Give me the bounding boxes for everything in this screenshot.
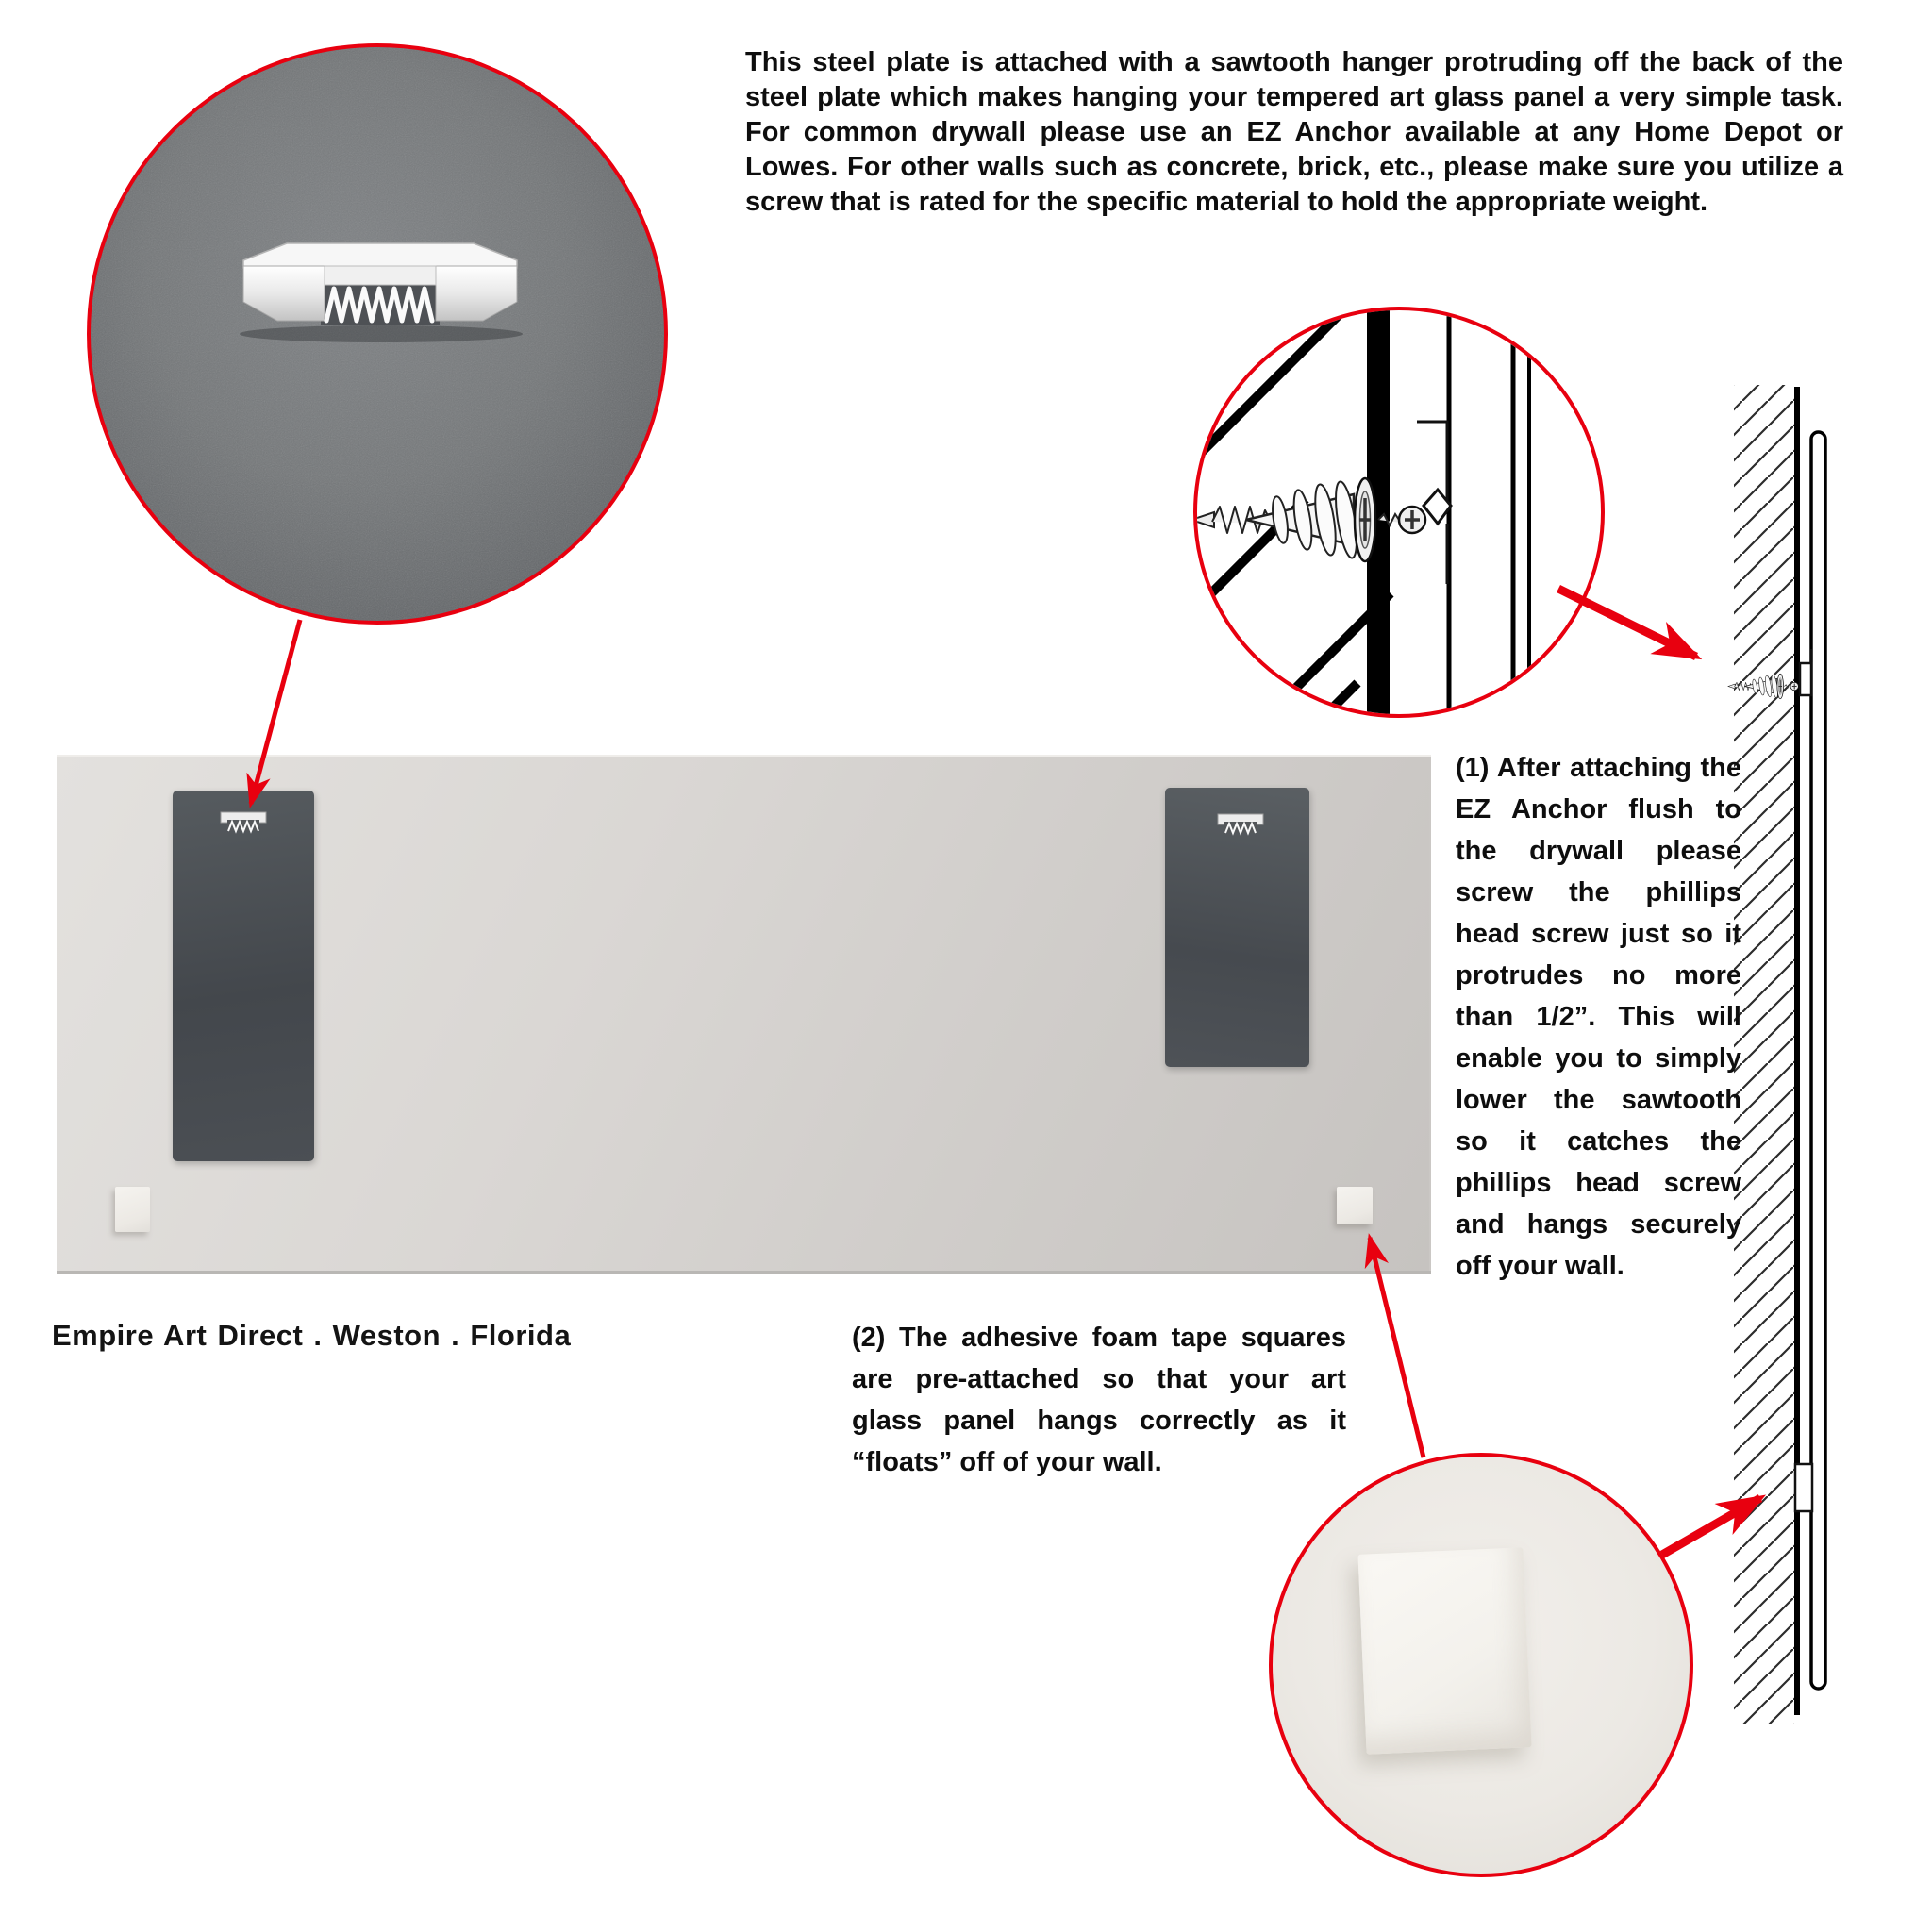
anchor-drawing [1197,310,1605,718]
foam-closeup-photo [1269,1453,1693,1877]
step1-paragraph: (1) After attaching the EZ Anchor flush to the drywall please screw the phillips head screw just so it protrudes no more than 1/2”. This will enable you to simply lower the sawtooth so it catches the phillips head screw and hangs securely off your wall. [1456,753,1741,1281]
sawtooth-hanger-icon [230,228,532,351]
wall-side-view-diagram [1717,274,1932,1802]
wall-hatching [1734,385,1794,1724]
step2-paragraph: (2) The adhesive foam tape squares are pre-attached so that your art glass panel hangs correctly as it “floats” off of your wall. [852,1323,1346,1477]
sawtooth-hanger-left-icon [220,809,267,834]
steel-plate-left [173,791,314,1161]
sawtooth-hanger-right-icon [1217,811,1264,836]
steel-plate-right [1165,788,1309,1067]
sawtooth-side-view [1800,663,1811,695]
brand-line: Empire Art Direct . Weston . Florida [52,1319,572,1352]
intro-paragraph: This steel plate is attached with a sawtooth hanger protruding off the back of the steel plate which makes hanging your tempered art glass panel a very simple task. For common drywall please use an EZ Anchor available at any Home Depot or Lowes. For other walls such as concrete, brick, etc., please make sure you utilize a screw that is rated for the specific material to hold the appropriate weight. [745,47,1843,217]
sawtooth-closeup-photo [87,43,668,625]
foam-side-view [1795,1464,1812,1511]
foam-square-big [1357,1547,1531,1754]
ez-anchor-illustration [1193,307,1605,718]
panel-back-photo [57,755,1431,1274]
foam-square-right [1337,1187,1373,1224]
foam-square-left [115,1187,150,1232]
